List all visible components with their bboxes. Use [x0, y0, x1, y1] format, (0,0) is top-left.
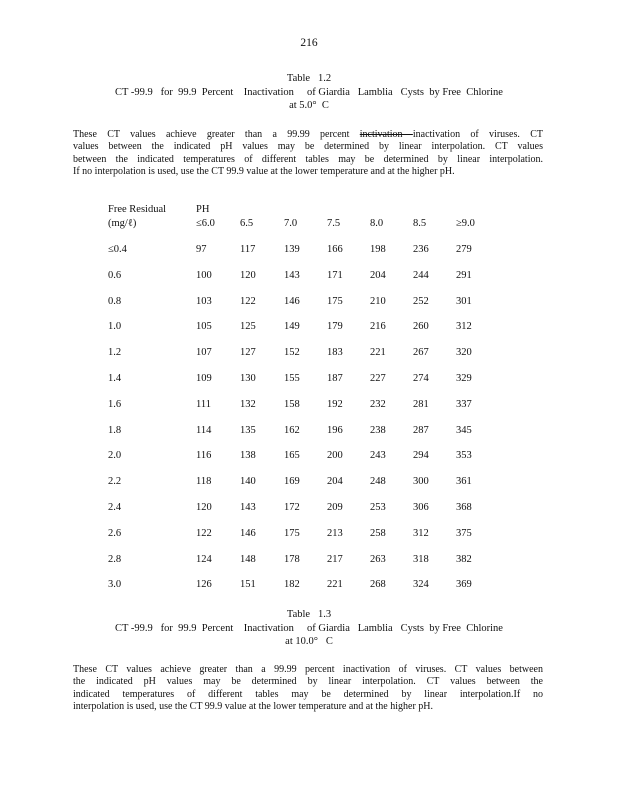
ct-value-cell: 126: [196, 579, 212, 591]
ct-value-cell: 312: [413, 527, 429, 539]
table-row: [108, 346, 508, 360]
residual-cell: 0.8: [108, 295, 122, 307]
ct-value-cell: 324: [413, 579, 429, 591]
ct-value-cell: 192: [327, 398, 343, 410]
ct-value-cell: 182: [284, 579, 300, 591]
residual-cell: 2.6: [108, 527, 122, 539]
ct-value-cell: 300: [413, 476, 429, 488]
ct-value-cell: 187: [327, 373, 343, 384]
ct-value-cell: 107: [196, 347, 212, 359]
ct-value-cell: 236: [413, 244, 429, 255]
ct-value-cell: 217: [327, 553, 343, 565]
ct-value-cell: 166: [327, 244, 343, 255]
ct-value-cell: 135: [240, 424, 256, 436]
table-row: [108, 295, 508, 309]
ct-value-cell: 151: [240, 579, 256, 591]
table-row: [108, 269, 508, 283]
ct-value-cell: 116: [196, 450, 212, 462]
ct-value-cell: 238: [370, 424, 386, 436]
table-row: [108, 398, 508, 412]
ct-value-cell: 138: [240, 450, 256, 462]
ct-value-cell: 125: [240, 321, 256, 333]
ct-value-cell: 306: [413, 502, 429, 513]
ct-value-cell: 158: [284, 398, 300, 410]
ct-value-cell: 318: [413, 553, 429, 565]
struck-text: inctivation: [359, 129, 413, 140]
ct-value-cell: 175: [284, 527, 300, 539]
ph-header-label: PH: [196, 204, 210, 215]
ct-value-cell: 221: [327, 579, 343, 591]
ct-value-cell: 97: [196, 244, 207, 255]
ct-value-cell: 111: [196, 398, 211, 410]
residual-cell: 1.4: [108, 373, 122, 384]
residual-cell: 3.0: [108, 579, 122, 591]
ct-value-cell: 178: [284, 553, 300, 565]
residual-header-label: Free Residual: [108, 204, 167, 215]
table-row: [108, 372, 508, 386]
ct-value-cell: 122: [240, 295, 256, 307]
table-1-3-paragraph: [73, 664, 543, 714]
ct-value-cell: 127: [240, 347, 256, 359]
ct-value-cell: 175: [327, 295, 343, 307]
residual-cell: 2.0: [108, 450, 122, 462]
ct-value-cell: 103: [196, 295, 212, 307]
ph-column-header: 7.5: [327, 218, 341, 229]
ct-value-cell: 140: [240, 476, 256, 488]
ct-value-cell: 130: [240, 373, 256, 384]
ct-value-cell: 105: [196, 321, 212, 333]
ph-header-row: [108, 217, 508, 231]
ct-value-cell: 204: [327, 476, 343, 488]
ct-value-cell: 143: [284, 269, 300, 281]
ct-value-cell: 301: [456, 295, 472, 307]
table-row: [108, 475, 508, 489]
ph-column-header: 8.0: [370, 218, 384, 229]
ct-value-cell: 353: [456, 450, 472, 462]
ct-value-cell: 143: [240, 502, 256, 513]
residual-cell: 1.8: [108, 424, 122, 436]
residual-cell: ≤0.4: [108, 244, 127, 255]
ct-value-cell: 146: [240, 527, 256, 539]
ct-value-cell: 221: [370, 347, 386, 359]
ct-value-cell: 227: [370, 373, 386, 384]
ct-value-cell: 361: [456, 476, 472, 488]
ct-value-cell: 209: [327, 502, 343, 513]
table-1-3-heading: [0, 608, 618, 649]
ct-value-cell: 329: [456, 373, 472, 384]
residual-cell: 0.6: [108, 269, 122, 281]
ct-value-cell: 260: [413, 321, 429, 333]
table-1-3-temperature: at 10.0° C: [285, 636, 333, 647]
residual-cell: 1.6: [108, 398, 122, 410]
ct-value-cell: 146: [284, 295, 300, 307]
paragraph-line: These CT values achieve greater than a 99.99 percent inactivation of viruses. CT values between: [73, 664, 543, 675]
page-number: 216: [300, 37, 318, 49]
ph-column-header: ≥9.0: [456, 218, 475, 229]
ct-value-cell: 124: [196, 553, 212, 565]
ct-value-cell: 200: [327, 450, 343, 462]
ct-value-cell: 198: [370, 244, 386, 255]
residual-cell: 2.2: [108, 476, 122, 488]
paragraph-text: These CT values achieve greater than a 99.99 percent: [73, 129, 360, 140]
ct-value-cell: 179: [327, 321, 343, 333]
ct-value-cell: 244: [413, 269, 429, 281]
ct-value-cell: 152: [284, 347, 300, 359]
ct-value-cell: 148: [240, 553, 256, 565]
ct-value-cell: 232: [370, 398, 386, 410]
ct-value-cell: 281: [413, 398, 429, 410]
ct-value-cell: 375: [456, 527, 472, 539]
ct-value-cell: 132: [240, 398, 256, 410]
ct-value-cell: 109: [196, 373, 212, 384]
paragraph-line: indicated temperatures of different tables may be determined by linear interpolation.If no: [73, 688, 543, 700]
ct-value-cell: 204: [370, 269, 386, 281]
ct-value-cell: 139: [284, 244, 300, 255]
table-row: [108, 243, 508, 257]
paragraph-line: the indicated pH values may be determined by linear interpolation. CT values between the: [73, 676, 543, 688]
ct-value-cell: 253: [370, 502, 386, 513]
paragraph-line: If no interpolation is used, use the CT 99.9 value at the lower temperature and at the higher pH.: [73, 166, 455, 178]
paragraph-line: values between the indicated pH values may be determined by linear interpolation. CT values: [73, 141, 543, 153]
table-1-2-heading: [0, 72, 618, 113]
ct-value-cell: 216: [370, 321, 386, 333]
ct-value-cell: 248: [370, 476, 386, 488]
ct-value-cell: 267: [413, 347, 429, 359]
table-row: [108, 553, 508, 567]
table-row: [108, 527, 508, 541]
residual-cell: 1.2: [108, 347, 122, 359]
ct-value-cell: 213: [327, 527, 343, 539]
ct-value-cell: 171: [327, 269, 343, 281]
ct-value-cell: 287: [413, 424, 429, 436]
ct-value-cell: 120: [240, 269, 256, 281]
ct-value-cell: 210: [370, 295, 386, 307]
ct-value-cell: 263: [370, 553, 386, 565]
ct-value-cell: 268: [370, 579, 386, 591]
ct-value-cell: 243: [370, 450, 386, 462]
residual-cell: 2.8: [108, 553, 122, 565]
table-row: [108, 320, 508, 334]
ph-column-header: 6.5: [240, 218, 254, 229]
residual-cell: 2.4: [108, 502, 122, 513]
ct-value-cell: 291: [456, 269, 472, 281]
ph-column-header: 7.0: [284, 218, 298, 229]
table-row: [108, 578, 508, 592]
ct-value-cell: 165: [284, 450, 300, 462]
ct-value-cell: 183: [327, 347, 343, 359]
ct-value-cell: 252: [413, 295, 429, 307]
ct-value-cell: 114: [196, 424, 212, 436]
table-1-3-label: Table 1.3: [286, 609, 332, 620]
paragraph-line: between the indicated temperatures of different tables may be determined by linear interpolation.: [73, 153, 543, 165]
table-row: [108, 501, 508, 515]
ct-value-cell: 120: [196, 502, 212, 513]
ct-value-cell: 369: [456, 579, 472, 591]
ct-value-cell: 312: [456, 321, 472, 333]
ph-column-header: ≤6.0: [196, 218, 215, 229]
ct-value-cell: 155: [284, 373, 300, 384]
ct-value-cell: 382: [456, 553, 472, 565]
table-1-2-temperature: at 5.0° C: [289, 100, 329, 111]
ct-value-cell: 258: [370, 527, 386, 539]
ct-value-cell: 368: [456, 502, 472, 513]
table-1-2-paragraph: [73, 129, 543, 179]
ct-value-cell: 100: [196, 269, 212, 281]
paragraph-line: [73, 129, 543, 141]
ct-value-cell: 196: [327, 424, 343, 436]
table-1-3-title: CT -99.9 for 99.9 Percent Inactivation of Giardia Lamblia Cysts by Free Chlorine: [115, 622, 503, 634]
ct-value-cell: 337: [456, 398, 472, 410]
residual-cell: 1.0: [108, 321, 122, 333]
table-row: [108, 449, 508, 463]
ct-value-cell: 149: [284, 321, 300, 333]
table-1-2-label: Table 1.2: [286, 73, 332, 84]
ct-value-cell: 169: [284, 476, 300, 488]
table-row: [108, 424, 508, 438]
ct-value-cell: 118: [196, 476, 212, 488]
ct-value-cell: 274: [413, 373, 429, 384]
ct-value-cell: 320: [456, 347, 472, 359]
ct-value-cell: 117: [240, 244, 256, 255]
paragraph-line: interpolation is used, use the CT 99.9 value at the lower temperature and at the higher pH.: [73, 701, 433, 713]
ct-value-cell: 345: [456, 424, 472, 436]
ct-value-cell: 172: [284, 502, 300, 513]
ct-value-cell: 122: [196, 527, 212, 539]
ct-value-cell: 279: [456, 244, 472, 255]
ct-value-cell: 162: [284, 424, 300, 436]
paragraph-text: inactivation of viruses. CT: [412, 129, 543, 140]
residual-header-unit: (mg/ℓ): [108, 218, 137, 229]
ph-column-header: 8.5: [413, 218, 427, 229]
table-1-2-title: CT -99.9 for 99.9 Percent Inactivation of Giardia Lamblia Cysts by Free Chlorine: [115, 86, 503, 98]
ct-value-cell: 294: [413, 450, 429, 462]
